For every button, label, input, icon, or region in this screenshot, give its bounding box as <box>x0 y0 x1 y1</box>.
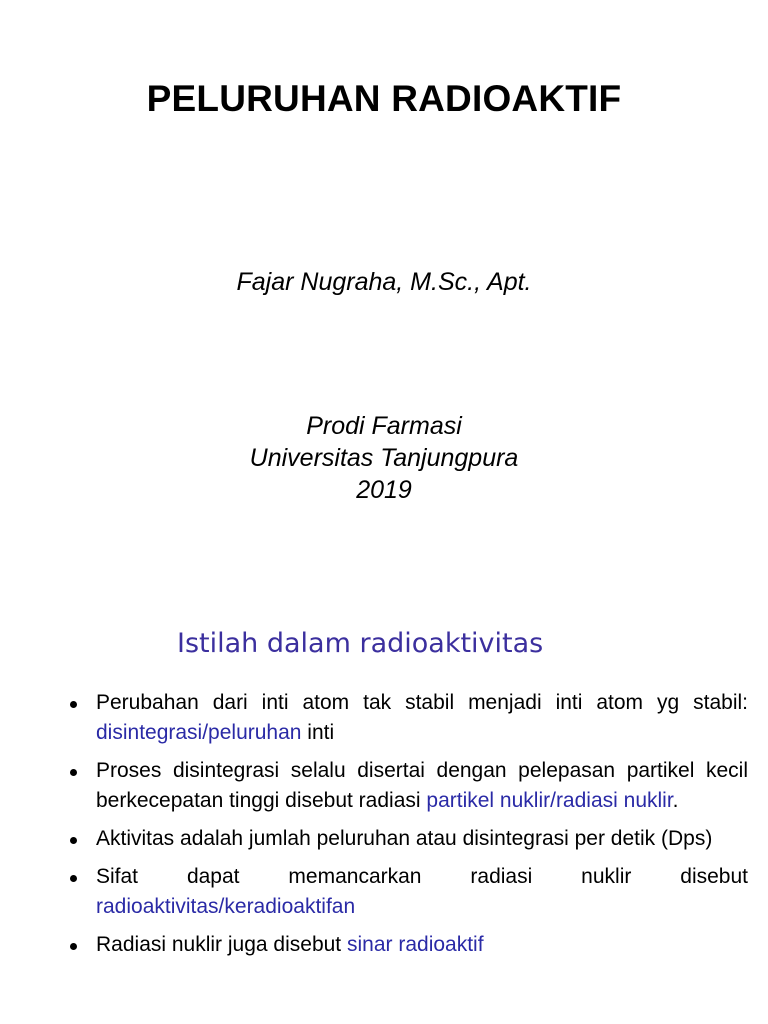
bullet-item <box>68 862 748 922</box>
program-name: Prodi Farmasi <box>306 412 462 440</box>
bullet-item <box>68 930 748 960</box>
bullet-dot-icon <box>70 701 77 708</box>
bullet-item <box>68 688 748 748</box>
bullet-dot-icon <box>70 875 77 882</box>
year: 2019 <box>356 476 412 504</box>
bullet-item <box>68 824 748 854</box>
bullet-text: Radiasi nuklir juga disebut <box>96 933 347 956</box>
terms-slide <box>0 600 768 1024</box>
bullet-dot-icon <box>70 943 77 950</box>
bullet-text: Perubahan dari inti atom tak stabil menjadi inti atom yg stabil: <box>96 691 748 714</box>
bullet-text: Proses disintegrasi selalu disertai dengan pelepasan partikel kecil berkecepatan tinggi disebut radiasi <box>96 759 748 812</box>
bullet-text-after: . <box>672 789 679 812</box>
author-name: Fajar Nugraha, M.Sc., Apt. <box>236 268 532 296</box>
bullet-text-after: inti <box>301 721 335 744</box>
slide-title: PELURUHAN RADIOAKTIF <box>146 78 622 119</box>
section-heading: Istilah dalam radioaktivitas <box>177 628 544 659</box>
bullet-text: Sifat dapat memancarkan radiasi nuklir disebut <box>96 865 748 888</box>
bullet-item <box>68 756 748 816</box>
bullet-highlight: radioaktivitas/keradioaktifan <box>96 895 356 918</box>
bullet-highlight: sinar radioaktif <box>346 933 484 956</box>
affiliation-block <box>0 410 768 506</box>
bullet-text: Aktivitas adalah jumlah peluruhan atau disintegrasi per detik (Dps) <box>96 827 713 850</box>
bullet-list <box>68 688 748 968</box>
bullet-highlight: disintegrasi/peluruhan <box>96 721 302 744</box>
bullet-highlight: partikel nuklir/radiasi nuklir <box>426 789 673 812</box>
bullet-dot-icon <box>70 837 77 844</box>
university-name: Universitas Tanjungpura <box>249 444 519 472</box>
bullet-dot-icon <box>70 769 77 776</box>
